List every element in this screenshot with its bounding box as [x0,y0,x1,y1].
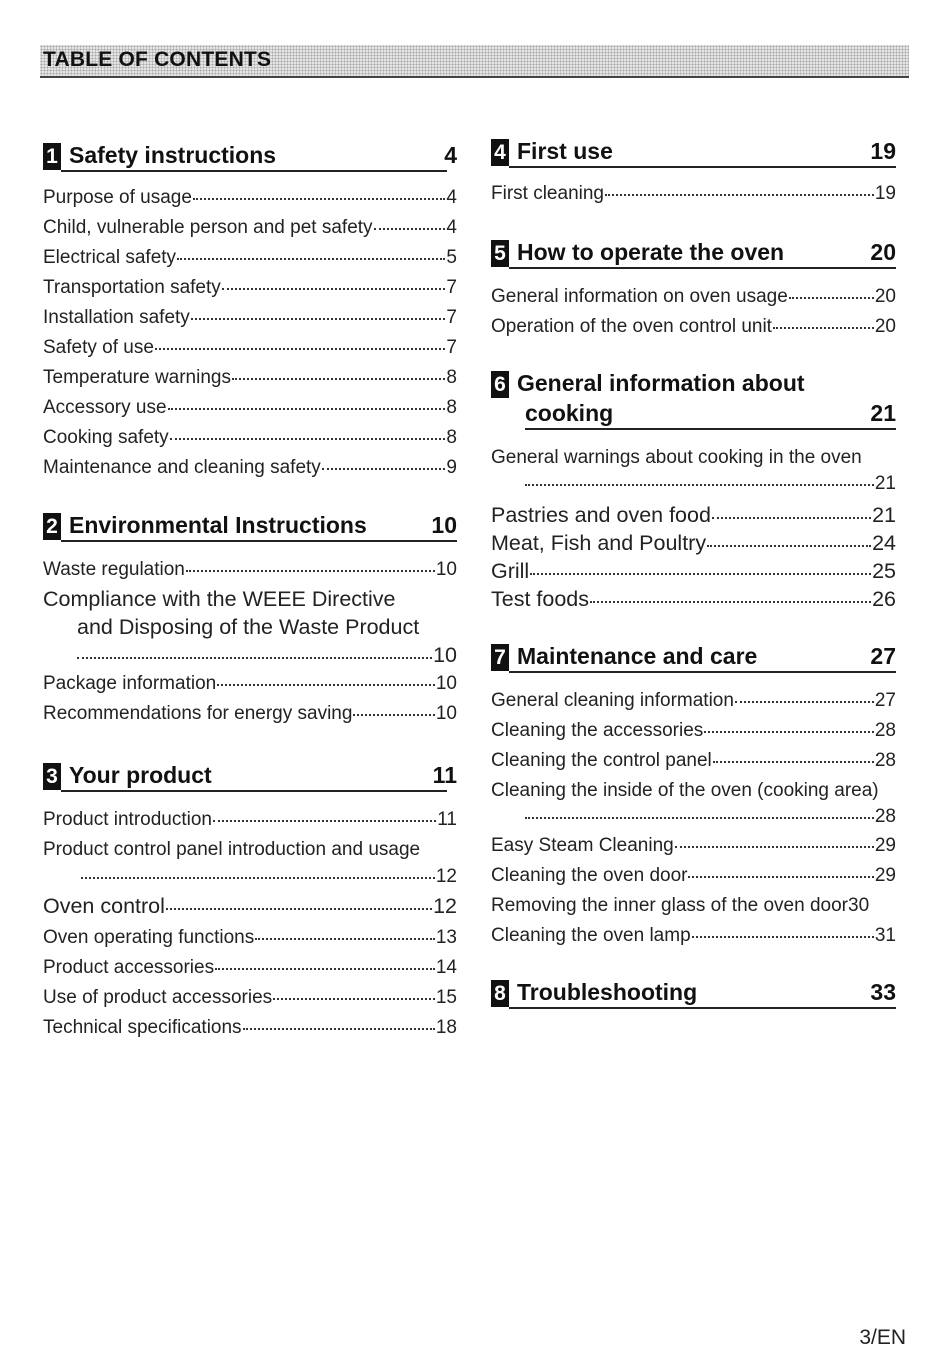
section-underline [61,540,457,542]
toc-entry[interactable]: General cleaning information 27 [491,690,896,711]
section-number-badge: 6 [491,371,509,398]
section-underline [61,790,447,792]
section-underline [61,170,447,172]
toc-entry[interactable]: Product introduction 11 [43,809,457,830]
dot-leader [217,682,435,686]
dot-leader [232,376,445,380]
section-underline [509,267,896,269]
toc-entry[interactable]: Cleaning the inside of the oven (cooking area) [491,780,879,801]
dot-leader [789,295,874,299]
section-title: Safety instructions [69,142,277,168]
dot-leader [688,874,873,878]
toc-entry[interactable]: Easy Steam Cleaning 29 [491,835,896,856]
section-page: 11 [432,762,457,788]
section-underline [509,671,896,673]
toc-entry-continuation[interactable]: 12 [43,865,457,889]
toc-entry-continuation[interactable]: and Disposing of the Waste Product [77,615,420,639]
page-number: 3/EN [859,1326,906,1349]
section-title: How to operate the oven [517,239,785,265]
section-title: First use [517,138,613,164]
toc-entry[interactable]: Electrical safety 5 [43,247,457,268]
toc-entry[interactable]: Cleaning the accessories 28 [491,720,896,741]
section-title: General information about [517,370,805,396]
dot-leader [213,818,436,822]
toc-entry[interactable]: Package information 10 [43,673,457,694]
toc-entry-continuation[interactable]: 28 [491,806,896,828]
toc-header-bar [40,45,909,78]
section-number-badge: 2 [43,513,61,540]
toc-entry[interactable]: Child, vulnerable person and pet safety 4 [43,217,457,238]
toc-entry[interactable]: Compliance with the WEEE Directive [43,587,396,611]
dot-leader [707,543,871,547]
section-3 [43,760,457,1043]
dot-leader [712,515,871,519]
dot-leader [81,875,435,879]
dot-leader [773,325,874,329]
toc-entry[interactable]: General information on oven usage 20 [491,286,896,307]
section-7 [491,641,912,951]
section-number-badge: 7 [491,644,509,671]
section-6 [491,368,912,613]
toc-entry[interactable]: Accessory use 8 [43,397,457,418]
dot-leader [222,286,446,290]
section-underline [525,428,896,430]
section-heading[interactable] [43,510,457,540]
section-1 [43,140,457,483]
toc-entry[interactable]: Transportation safety 7 [43,277,457,298]
section-heading[interactable] [491,368,896,398]
toc-entry[interactable]: Product control panel introduction and usage [43,839,421,860]
dot-leader [273,996,435,1000]
section-8 [491,977,896,1007]
toc-entry[interactable]: Recommendations for energy saving 10 [43,703,457,724]
section-heading[interactable] [43,140,457,170]
toc-entry[interactable]: Cleaning the oven door 29 [491,865,896,886]
toc-entry[interactable]: Safety of use 7 [43,337,457,358]
toc-entry[interactable]: Pastries and oven food 21 [491,503,896,527]
dot-leader [186,568,435,572]
dot-leader [215,966,435,970]
section-heading[interactable] [491,237,896,267]
section-page: 20 [870,239,896,265]
section-4 [491,136,896,209]
toc-entry[interactable]: Operation of the oven control unit 20 [491,316,896,337]
dot-leader [255,936,435,940]
section-title: Maintenance and care [517,643,758,669]
dot-leader [177,256,445,260]
dot-leader [170,436,446,440]
dot-leader [525,815,874,819]
dot-leader [193,196,445,200]
toc-entry[interactable]: Test foods 26 [491,587,896,611]
section-underline [509,1007,896,1009]
section-5 [491,237,896,342]
section-heading[interactable] [491,641,896,671]
toc-entry[interactable]: Oven control 12 [43,894,457,918]
toc-entry[interactable]: Maintenance and cleaning safety 9 [43,457,457,478]
dot-leader [525,482,874,486]
dot-leader [166,906,432,910]
dot-leader [675,844,874,848]
toc-entry[interactable]: Product accessories 14 [43,957,457,978]
toc-entry[interactable]: General warnings about cooking in the oven [491,447,862,468]
section-heading[interactable] [43,760,457,790]
section-title: Your product [69,762,212,788]
toc-entry[interactable]: Purpose of usage 4 [43,187,457,208]
toc-entry[interactable]: Cleaning the oven lamp 31 [491,925,896,946]
section-heading[interactable] [491,136,896,166]
dot-leader [155,346,446,350]
section-number-badge: 1 [43,143,61,170]
section-title: Environmental Instructions [69,512,367,538]
dot-leader [704,729,874,733]
toc-entry[interactable]: Use of product accessories 15 [43,987,457,1008]
section-number-badge: 4 [491,139,509,166]
toc-entry[interactable]: Temperature warnings 8 [43,367,457,388]
section-page: 27 [870,643,896,669]
toc-entry[interactable]: Oven operating functions 13 [43,927,457,948]
toc-entry[interactable]: Technical specifications 18 [43,1017,457,1038]
dot-leader [353,712,434,716]
toc-entry[interactable]: Meat, Fish and Poultry 24 [491,531,896,555]
toc-entry[interactable]: Cleaning the control panel 28 [491,750,896,771]
section-number-badge: 3 [43,763,61,790]
section-number-badge: 8 [491,980,509,1007]
section-page: 33 [870,979,896,1005]
toc-entry-continuation[interactable]: 10 [43,641,457,669]
section-page: 10 [431,512,457,538]
toc-entry[interactable]: Removing the inner glass of the oven door 30 [491,895,870,916]
section-page: 4 [444,142,457,168]
section-underline [509,166,896,168]
dot-leader [692,934,874,938]
section-number-badge: 5 [491,240,509,267]
toc-entry[interactable]: First cleaning 19 [491,183,896,204]
section-title-continued: cooking [525,400,614,426]
section-page: 19 [870,138,896,164]
dot-leader [322,466,446,470]
toc-entry[interactable]: Cooking safety 8 [43,427,457,448]
dot-leader [605,192,874,196]
toc-entry-continuation[interactable]: 21 [491,473,896,495]
dot-leader [243,1026,435,1030]
section-2 [43,510,457,729]
section-title: Troubleshooting [517,979,698,1005]
dot-leader [191,316,446,320]
toc-entry[interactable]: Installation safety 7 [43,307,457,328]
toc-title: TABLE OF CONTENTS [43,48,272,71]
dot-leader [374,226,446,230]
dot-leader [735,699,874,703]
section-heading[interactable] [491,977,896,1007]
dot-leader [77,655,432,659]
toc-entry[interactable]: Waste regulation 10 [43,559,457,580]
dot-leader [590,599,871,603]
section-heading-line2[interactable] [491,398,896,428]
dot-leader [168,406,446,410]
toc-entry[interactable]: Grill 25 [491,559,896,583]
dot-leader [713,759,874,763]
section-page: 21 [870,400,896,426]
dot-leader [530,571,871,575]
